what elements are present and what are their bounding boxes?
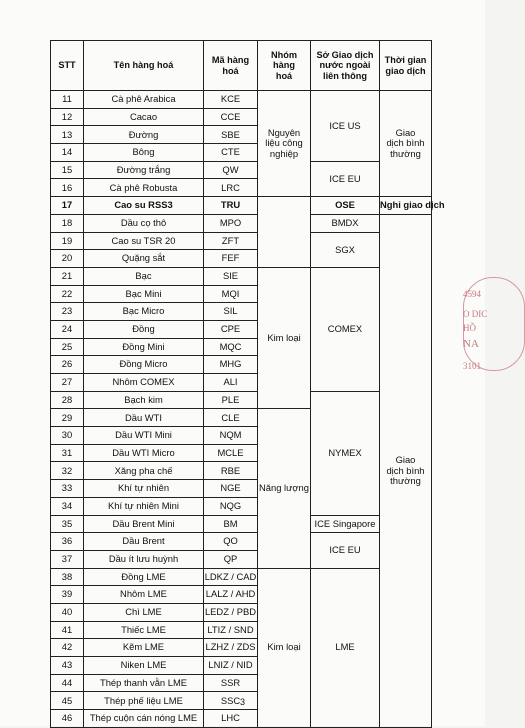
header-group: Nhóm hàng hoá bbox=[258, 41, 311, 91]
cell-name: Thép cuộn cán nóng LME bbox=[84, 710, 204, 728]
cell-code: LALZ / AHD bbox=[204, 586, 258, 604]
cell-code: ALI bbox=[204, 374, 258, 392]
table-row bbox=[51, 197, 432, 215]
cell-name: Thiếc LME bbox=[84, 621, 204, 639]
time-normal-2: Giao dịch bình thường bbox=[380, 214, 432, 727]
cell-stt: 24 bbox=[51, 320, 84, 338]
cell-code: SSC bbox=[204, 692, 258, 710]
cell-code: PLE bbox=[204, 391, 258, 409]
table-row bbox=[51, 391, 432, 409]
cell-stt: 40 bbox=[51, 603, 84, 621]
cell-code: LZHZ / ZDS bbox=[204, 639, 258, 657]
cell-stt: 32 bbox=[51, 462, 84, 480]
group-metal-2: Kim loại bbox=[258, 568, 311, 727]
cell-name: Đường trắng bbox=[84, 161, 204, 179]
cell-stt: 15 bbox=[51, 161, 84, 179]
cell-code: CLE bbox=[204, 409, 258, 427]
cell-stt: 22 bbox=[51, 285, 84, 303]
cell-name: Bông bbox=[84, 144, 204, 162]
cell-name: Cacao bbox=[84, 108, 204, 126]
cell-name: Bạc bbox=[84, 267, 204, 285]
cell-stt: 23 bbox=[51, 303, 84, 321]
cell-stt: 45 bbox=[51, 692, 84, 710]
cell-stt: 39 bbox=[51, 586, 84, 604]
stamp-fragment: NA bbox=[463, 338, 479, 350]
cell-stt: 42 bbox=[51, 639, 84, 657]
cell-stt: 37 bbox=[51, 550, 84, 568]
cell-name: Quặng sắt bbox=[84, 250, 204, 268]
cell-name: Bạc Mini bbox=[84, 285, 204, 303]
cell-name: Bạc Micro bbox=[84, 303, 204, 321]
cell-name: Đồng Mini bbox=[84, 338, 204, 356]
page-number: 3 bbox=[239, 697, 245, 707]
cell-name: Khí tự nhiên Mini bbox=[84, 497, 204, 515]
cell-stt: 31 bbox=[51, 444, 84, 462]
cell-stt: 30 bbox=[51, 427, 84, 445]
cell-code: ZFT bbox=[204, 232, 258, 250]
stamp-fragment: HỒ bbox=[463, 323, 476, 333]
cell-stt: 18 bbox=[51, 214, 84, 232]
table-row bbox=[51, 515, 432, 533]
cell-name: Thép phế liệu LME bbox=[84, 692, 204, 710]
cell-name: Nhôm COMEX bbox=[84, 374, 204, 392]
cell-stt: 29 bbox=[51, 409, 84, 427]
exchange-sgx: SGX bbox=[311, 232, 380, 267]
table-row bbox=[51, 161, 432, 179]
cell-code: NGE bbox=[204, 480, 258, 498]
cell-stt: 26 bbox=[51, 356, 84, 374]
table-header-row bbox=[51, 41, 432, 91]
table-row bbox=[51, 568, 432, 586]
cell-name: Đồng LME bbox=[84, 568, 204, 586]
cell-code: LNIZ / NID bbox=[204, 657, 258, 675]
cell-code: QW bbox=[204, 161, 258, 179]
group-energy: Năng lượng bbox=[258, 409, 311, 568]
cell-name: Dầu Brent Mini bbox=[84, 515, 204, 533]
cell-stt: 20 bbox=[51, 250, 84, 268]
cell-stt: 28 bbox=[51, 391, 84, 409]
cell-code: SBE bbox=[204, 126, 258, 144]
cell-stt: 19 bbox=[51, 232, 84, 250]
cell-stt: 44 bbox=[51, 674, 84, 692]
group-blank bbox=[258, 197, 311, 268]
cell-code: CCE bbox=[204, 108, 258, 126]
cell-name: Cà phê Robusta bbox=[84, 179, 204, 197]
cell-stt: 14 bbox=[51, 144, 84, 162]
stamp-fragment: 3101 bbox=[463, 361, 481, 371]
cell-stt: 33 bbox=[51, 480, 84, 498]
header-exchange: Sở Giao dịch nước ngoài liên thông bbox=[311, 41, 380, 91]
header-code: Mã hàng hoá bbox=[204, 41, 258, 91]
cell-code: LDKZ / CAD bbox=[204, 568, 258, 586]
cell-name: Dầu Brent bbox=[84, 533, 204, 551]
cell-name: Đồng bbox=[84, 320, 204, 338]
cell-code: NQG bbox=[204, 497, 258, 515]
cell-name: Xăng pha chế bbox=[84, 462, 204, 480]
cell-code: LEDZ / PBD bbox=[204, 603, 258, 621]
cell-stt: 27 bbox=[51, 374, 84, 392]
cell-code: QO bbox=[204, 533, 258, 551]
stamp-fragment: O DIC bbox=[463, 309, 488, 319]
cell-name: Đường bbox=[84, 126, 204, 144]
group-metal-1: Kim loại bbox=[258, 267, 311, 409]
cell-code: SIL bbox=[204, 303, 258, 321]
cell-stt: 46 bbox=[51, 710, 84, 728]
cell-code: NQM bbox=[204, 427, 258, 445]
cell-code: RBE bbox=[204, 462, 258, 480]
cell-stt: 12 bbox=[51, 108, 84, 126]
cell-code: FEF bbox=[204, 250, 258, 268]
cell-name: Bạch kim bbox=[84, 391, 204, 409]
exchange-ose: OSE bbox=[311, 197, 380, 215]
exchange-comex: COMEX bbox=[311, 267, 380, 391]
cell-code: LRC bbox=[204, 179, 258, 197]
header-stt: STT bbox=[51, 41, 84, 91]
cell-code: MPO bbox=[204, 214, 258, 232]
cell-code: MCLE bbox=[204, 444, 258, 462]
cell-stt: 25 bbox=[51, 338, 84, 356]
header-name: Tên hàng hoá bbox=[84, 41, 204, 91]
header-time: Thời gian giao dịch bbox=[380, 41, 432, 91]
cell-stt: 21 bbox=[51, 267, 84, 285]
cell-stt: 36 bbox=[51, 533, 84, 551]
cell-name: Dầu WTI Micro bbox=[84, 444, 204, 462]
cell-name: Đồng Micro bbox=[84, 356, 204, 374]
cell-name: Nhôm LME bbox=[84, 586, 204, 604]
exchange-bmdx: BMDX bbox=[311, 214, 380, 232]
time-normal-1: Giao dịch bình thường bbox=[380, 91, 432, 197]
cell-code: SIE bbox=[204, 267, 258, 285]
cell-stt: 17 bbox=[51, 197, 84, 215]
cell-stt: 16 bbox=[51, 179, 84, 197]
cell-stt: 41 bbox=[51, 621, 84, 639]
cell-name: Cao su TSR 20 bbox=[84, 232, 204, 250]
cell-name: Kẽm LME bbox=[84, 639, 204, 657]
cell-name: Niken LME bbox=[84, 657, 204, 675]
cell-name: Khí tự nhiên bbox=[84, 480, 204, 498]
cell-code: MQI bbox=[204, 285, 258, 303]
stamp-fragment: 4594 bbox=[463, 289, 481, 299]
group-industrial: Nguyên liệu công nghiệp bbox=[258, 91, 311, 197]
cell-code: LTIZ / SND bbox=[204, 621, 258, 639]
cell-name: Thép thanh vằn LME bbox=[84, 674, 204, 692]
exchange-ice-us: ICE US bbox=[311, 91, 380, 162]
exchange-lme: LME bbox=[311, 568, 380, 727]
cell-stt: 34 bbox=[51, 497, 84, 515]
cell-code: BM bbox=[204, 515, 258, 533]
cell-name: Dầu WTI Mini bbox=[84, 427, 204, 445]
time-suspended: Nghỉ giao dịch bbox=[380, 197, 432, 215]
cell-code: LHC bbox=[204, 710, 258, 728]
exchange-ice-eu: ICE EU bbox=[311, 161, 380, 196]
table-row bbox=[51, 267, 432, 285]
table-row bbox=[51, 91, 432, 109]
exchange-ice-singapore: ICE Singapore bbox=[311, 515, 380, 533]
cell-name: Dầu WTI bbox=[84, 409, 204, 427]
cell-name: Dầu ít lưu huỳnh bbox=[84, 550, 204, 568]
cell-code: MHG bbox=[204, 356, 258, 374]
cell-stt: 13 bbox=[51, 126, 84, 144]
cell-code: MQC bbox=[204, 338, 258, 356]
cell-code: CTE bbox=[204, 144, 258, 162]
cell-name: Chì LME bbox=[84, 603, 204, 621]
cell-stt: 43 bbox=[51, 657, 84, 675]
cell-code: QP bbox=[204, 550, 258, 568]
commodity-table bbox=[50, 40, 445, 728]
cell-name: Cà phê Arabica bbox=[84, 91, 204, 109]
cell-stt: 35 bbox=[51, 515, 84, 533]
cell-code: CPE bbox=[204, 320, 258, 338]
table-row bbox=[51, 232, 432, 250]
seal-stamp bbox=[463, 275, 503, 375]
exchange-nymex: NYMEX bbox=[311, 391, 380, 515]
exchange-ice-eu-2: ICE EU bbox=[311, 533, 380, 568]
cell-code: SSR bbox=[204, 674, 258, 692]
cell-code: KCE bbox=[204, 91, 258, 109]
cell-stt: 11 bbox=[51, 91, 84, 109]
table-row bbox=[51, 214, 432, 232]
cell-stt: 38 bbox=[51, 568, 84, 586]
cell-name: Cao su RSS3 bbox=[84, 197, 204, 215]
cell-name: Dầu cọ thô bbox=[84, 214, 204, 232]
table-row bbox=[51, 533, 432, 551]
cell-code: TRU bbox=[204, 197, 258, 215]
